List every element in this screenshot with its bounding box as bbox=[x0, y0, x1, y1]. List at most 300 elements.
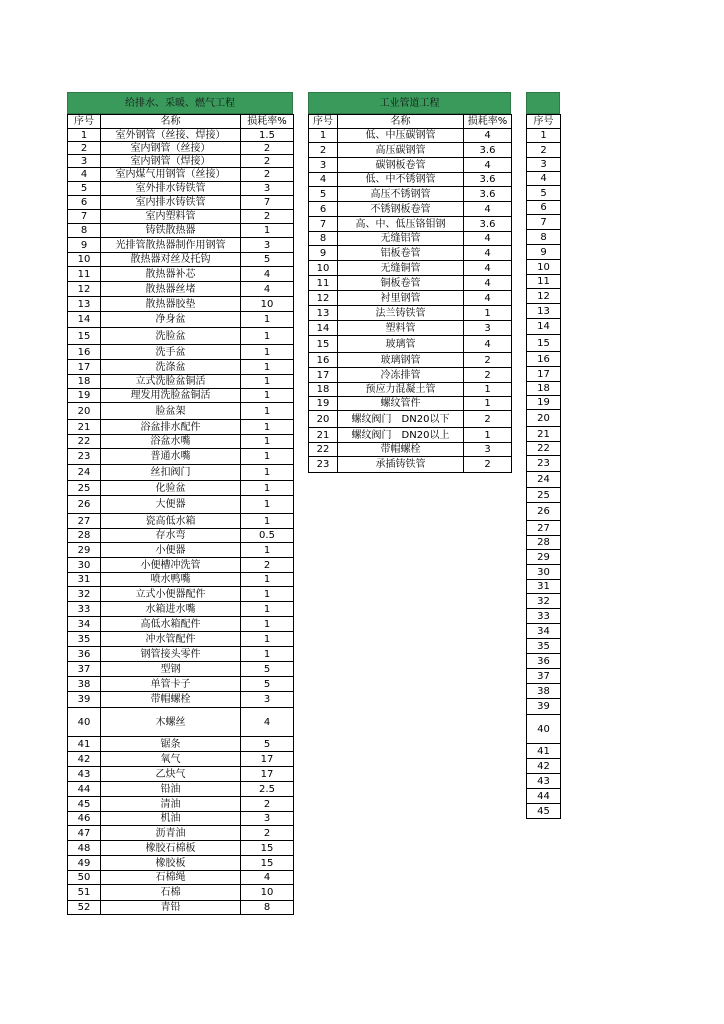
table-row bbox=[309, 173, 512, 187]
row-no: 35 bbox=[68, 632, 101, 647]
row-rate: 1 bbox=[464, 428, 512, 443]
table-row bbox=[527, 503, 561, 521]
table-row bbox=[527, 550, 561, 565]
row-no: 3 bbox=[68, 155, 101, 168]
row-name: 冷冻排管 bbox=[338, 368, 464, 383]
row-name: 室外钢管（丝接、焊接） bbox=[101, 129, 241, 142]
row-no: 25 bbox=[68, 481, 101, 496]
table-row bbox=[309, 306, 512, 321]
row-rate: 2 bbox=[464, 353, 512, 368]
table-row bbox=[68, 767, 294, 782]
row-rate: 3 bbox=[241, 182, 294, 196]
row-rate: 1 bbox=[241, 389, 294, 403]
row-rate: 1 bbox=[241, 632, 294, 647]
row-name: 高压碳钢管 bbox=[338, 143, 464, 158]
row-rate: 1 bbox=[241, 573, 294, 587]
row-rate: 3.6 bbox=[464, 173, 512, 187]
row-no: 41 bbox=[527, 744, 561, 759]
col-header-rate: 损耗率% bbox=[464, 115, 512, 129]
row-name: 单管卡子 bbox=[101, 677, 241, 692]
table-row bbox=[68, 708, 294, 737]
table-row bbox=[68, 129, 294, 142]
row-no: 51 bbox=[68, 885, 101, 901]
row-rate: 3 bbox=[464, 321, 512, 336]
table-row bbox=[309, 368, 512, 383]
table-row bbox=[68, 375, 294, 389]
row-no: 19 bbox=[68, 389, 101, 403]
row-no: 23 bbox=[309, 457, 338, 473]
table-row bbox=[527, 382, 561, 396]
table-row bbox=[309, 158, 512, 173]
row-name: 小便槽冲洗管 bbox=[101, 558, 241, 573]
row-no: 10 bbox=[309, 261, 338, 276]
table-row bbox=[309, 232, 512, 246]
table-row bbox=[527, 186, 561, 201]
row-name: 钢管接头零件 bbox=[101, 647, 241, 662]
table-row bbox=[68, 752, 294, 767]
row-name: 无缝铝管 bbox=[338, 232, 464, 246]
row-name: 洗脸盆 bbox=[101, 328, 241, 345]
table3-grid bbox=[526, 114, 561, 819]
row-no: 52 bbox=[68, 901, 101, 915]
table-row bbox=[68, 871, 294, 885]
table-water-heating-gas bbox=[67, 92, 293, 915]
row-name: 丝扣阀门 bbox=[101, 465, 241, 481]
table-row bbox=[68, 797, 294, 812]
row-rate: 4 bbox=[464, 202, 512, 217]
row-no: 8 bbox=[309, 232, 338, 246]
row-no: 21 bbox=[68, 420, 101, 435]
table-row bbox=[527, 654, 561, 669]
table-row bbox=[68, 841, 294, 856]
row-rate: 1 bbox=[241, 514, 294, 529]
table-partial-third bbox=[526, 92, 560, 819]
table-industrial-pipeline bbox=[308, 92, 511, 473]
row-rate: 4 bbox=[464, 261, 512, 276]
table-row bbox=[68, 403, 294, 420]
row-rate: 2 bbox=[464, 411, 512, 428]
table-row bbox=[68, 496, 294, 514]
row-name: 洗涤盆 bbox=[101, 360, 241, 375]
row-rate: 2 bbox=[241, 155, 294, 168]
row-no: 3 bbox=[527, 158, 561, 172]
row-no: 13 bbox=[68, 297, 101, 312]
row-rate: 1 bbox=[241, 360, 294, 375]
table-row bbox=[68, 826, 294, 841]
table-row bbox=[68, 267, 294, 282]
table-row bbox=[68, 282, 294, 297]
table-row bbox=[68, 573, 294, 587]
row-no: 6 bbox=[527, 201, 561, 215]
table-row bbox=[68, 812, 294, 826]
row-name: 型钢 bbox=[101, 662, 241, 677]
table-row bbox=[527, 427, 561, 442]
row-name: 散热器补芯 bbox=[101, 267, 241, 282]
row-no: 22 bbox=[309, 443, 338, 457]
row-rate: 4 bbox=[464, 129, 512, 143]
row-rate: 4 bbox=[464, 246, 512, 261]
table-row bbox=[68, 328, 294, 345]
table-row bbox=[68, 617, 294, 632]
table-row bbox=[309, 202, 512, 217]
table-row bbox=[527, 352, 561, 367]
table-row bbox=[68, 210, 294, 224]
row-no: 39 bbox=[527, 699, 561, 715]
row-rate: 3 bbox=[241, 692, 294, 708]
table-row bbox=[309, 321, 512, 336]
table-row bbox=[68, 632, 294, 647]
table-row bbox=[527, 129, 561, 143]
row-rate: 5 bbox=[241, 253, 294, 267]
row-no: 25 bbox=[527, 488, 561, 503]
row-no: 43 bbox=[68, 767, 101, 782]
row-name: 浴盆水嘴 bbox=[101, 435, 241, 449]
table-row bbox=[527, 804, 561, 819]
table-row bbox=[309, 217, 512, 232]
table-row bbox=[527, 759, 561, 774]
row-no: 4 bbox=[309, 173, 338, 187]
row-name: 低、中压碳钢管 bbox=[338, 129, 464, 143]
table-row bbox=[527, 410, 561, 427]
row-no: 28 bbox=[527, 536, 561, 550]
table-row bbox=[68, 514, 294, 529]
row-no: 12 bbox=[309, 291, 338, 306]
table-row bbox=[527, 215, 561, 230]
table-row bbox=[68, 901, 294, 915]
row-name: 承插铸铁管 bbox=[338, 457, 464, 473]
row-rate: 1 bbox=[241, 465, 294, 481]
row-rate: 1 bbox=[241, 617, 294, 632]
row-no: 38 bbox=[68, 677, 101, 692]
table-row bbox=[68, 435, 294, 449]
row-no: 24 bbox=[68, 465, 101, 481]
row-no: 9 bbox=[68, 238, 101, 253]
row-no: 28 bbox=[68, 529, 101, 543]
table-row bbox=[309, 261, 512, 276]
row-rate: 2 bbox=[241, 168, 294, 182]
table-row bbox=[68, 182, 294, 196]
table-row bbox=[527, 275, 561, 289]
row-no: 44 bbox=[527, 789, 561, 804]
row-name: 螺纹管件 bbox=[338, 397, 464, 411]
row-no: 22 bbox=[68, 435, 101, 449]
table-row bbox=[527, 201, 561, 215]
table-row bbox=[309, 246, 512, 261]
row-rate: 1 bbox=[241, 345, 294, 360]
row-rate: 1 bbox=[241, 420, 294, 435]
row-name: 乙炔气 bbox=[101, 767, 241, 782]
table-row bbox=[527, 521, 561, 536]
row-no: 21 bbox=[309, 428, 338, 443]
row-no: 15 bbox=[309, 336, 338, 353]
table2-grid bbox=[308, 114, 512, 473]
row-no: 32 bbox=[68, 587, 101, 602]
row-name: 法兰铸铁管 bbox=[338, 306, 464, 321]
table-row bbox=[68, 662, 294, 677]
row-rate: 1 bbox=[241, 449, 294, 465]
row-no: 33 bbox=[527, 609, 561, 624]
row-name: 橡胶板 bbox=[101, 856, 241, 871]
table-row bbox=[68, 529, 294, 543]
table-row bbox=[527, 488, 561, 503]
row-no: 9 bbox=[527, 245, 561, 260]
row-rate: 3 bbox=[241, 238, 294, 253]
row-rate: 1 bbox=[241, 328, 294, 345]
row-rate: 1 bbox=[241, 647, 294, 662]
row-name: 石棉绳 bbox=[101, 871, 241, 885]
table-row bbox=[68, 168, 294, 182]
row-name: 木螺丝 bbox=[101, 708, 241, 737]
row-name: 净身盆 bbox=[101, 312, 241, 328]
table-row bbox=[68, 856, 294, 871]
table-row bbox=[309, 129, 512, 143]
row-rate: 7 bbox=[241, 196, 294, 210]
row-no: 48 bbox=[68, 841, 101, 856]
table2-title: 工业管道工程 bbox=[308, 92, 511, 114]
row-no: 44 bbox=[68, 782, 101, 797]
row-no: 1 bbox=[309, 129, 338, 143]
row-no: 34 bbox=[527, 624, 561, 639]
row-no: 11 bbox=[527, 275, 561, 289]
table-row bbox=[527, 143, 561, 158]
row-no: 23 bbox=[527, 456, 561, 472]
row-name: 室内钢管（丝接） bbox=[101, 142, 241, 155]
row-name: 室内煤气用钢管（丝接） bbox=[101, 168, 241, 182]
table-row bbox=[68, 692, 294, 708]
row-rate: 3.6 bbox=[464, 217, 512, 232]
row-rate: 4 bbox=[241, 708, 294, 737]
row-rate: 17 bbox=[241, 767, 294, 782]
row-name: 冲水管配件 bbox=[101, 632, 241, 647]
row-rate: 10 bbox=[241, 885, 294, 901]
table-row bbox=[527, 472, 561, 488]
row-name: 高、中、低压铬钼钢 bbox=[338, 217, 464, 232]
row-no: 30 bbox=[68, 558, 101, 573]
table-row bbox=[68, 142, 294, 155]
table1-title: 给排水、采暖、燃气工程 bbox=[67, 92, 293, 114]
row-no: 36 bbox=[68, 647, 101, 662]
table-row bbox=[309, 428, 512, 443]
row-name: 瓷高低水箱 bbox=[101, 514, 241, 529]
table-row bbox=[527, 669, 561, 684]
row-rate: 1 bbox=[241, 481, 294, 496]
row-no: 27 bbox=[68, 514, 101, 529]
row-rate: 15 bbox=[241, 841, 294, 856]
table-row bbox=[68, 196, 294, 210]
table-row bbox=[309, 353, 512, 368]
row-no: 27 bbox=[527, 521, 561, 536]
table-row bbox=[309, 143, 512, 158]
row-name: 普通水嘴 bbox=[101, 449, 241, 465]
table3-header-row bbox=[527, 115, 561, 129]
row-no: 39 bbox=[68, 692, 101, 708]
row-rate: 4 bbox=[241, 282, 294, 297]
row-no: 8 bbox=[68, 224, 101, 238]
row-no: 11 bbox=[309, 276, 338, 291]
table-row bbox=[68, 345, 294, 360]
table-row bbox=[527, 158, 561, 172]
row-name: 室内排水铸铁管 bbox=[101, 196, 241, 210]
row-no: 10 bbox=[527, 260, 561, 275]
table-row bbox=[527, 774, 561, 789]
table-row bbox=[527, 367, 561, 382]
row-name: 铜板卷管 bbox=[338, 276, 464, 291]
row-rate: 5 bbox=[241, 737, 294, 752]
table-row bbox=[527, 699, 561, 715]
row-name: 铅油 bbox=[101, 782, 241, 797]
row-name: 水箱进水嘴 bbox=[101, 602, 241, 617]
row-no: 17 bbox=[309, 368, 338, 383]
table-row bbox=[309, 336, 512, 353]
row-name: 石棉 bbox=[101, 885, 241, 901]
row-name: 散热器胶垫 bbox=[101, 297, 241, 312]
row-rate: 3.6 bbox=[464, 143, 512, 158]
row-name: 光排管散热器制作用钢管 bbox=[101, 238, 241, 253]
row-no: 11 bbox=[68, 267, 101, 282]
row-name: 存水弯 bbox=[101, 529, 241, 543]
row-no: 1 bbox=[527, 129, 561, 143]
table-row bbox=[68, 420, 294, 435]
row-no: 16 bbox=[527, 352, 561, 367]
row-name: 铸铁散热器 bbox=[101, 224, 241, 238]
row-rate: 1 bbox=[241, 435, 294, 449]
row-no: 18 bbox=[527, 382, 561, 396]
table1-grid bbox=[67, 114, 294, 915]
table-row bbox=[527, 536, 561, 550]
row-no: 16 bbox=[68, 345, 101, 360]
col-header-no: 序号 bbox=[68, 115, 101, 129]
row-name: 预应力混凝土管 bbox=[338, 383, 464, 397]
table-row bbox=[527, 715, 561, 744]
table-row bbox=[527, 639, 561, 654]
row-no: 24 bbox=[527, 472, 561, 488]
row-no: 10 bbox=[68, 253, 101, 267]
row-rate: 1 bbox=[241, 602, 294, 617]
table-row bbox=[527, 230, 561, 245]
row-rate: 3 bbox=[241, 812, 294, 826]
row-no: 3 bbox=[309, 158, 338, 173]
table-row bbox=[309, 411, 512, 428]
row-name: 喷水鸭嘴 bbox=[101, 573, 241, 587]
row-no: 20 bbox=[309, 411, 338, 428]
table3-title bbox=[526, 92, 560, 114]
table-row bbox=[68, 389, 294, 403]
table-row bbox=[527, 304, 561, 319]
col-header-rate: 损耗率% bbox=[241, 115, 294, 129]
table-row bbox=[68, 465, 294, 481]
row-no: 13 bbox=[527, 304, 561, 319]
row-no: 9 bbox=[309, 246, 338, 261]
row-rate: 1 bbox=[241, 543, 294, 558]
row-rate: 1 bbox=[241, 403, 294, 420]
row-rate: 2 bbox=[241, 210, 294, 224]
table-row bbox=[527, 319, 561, 335]
table-row bbox=[68, 737, 294, 752]
row-no: 19 bbox=[309, 397, 338, 411]
row-rate: 1 bbox=[241, 312, 294, 328]
table-row bbox=[527, 624, 561, 639]
row-name: 玻璃钢管 bbox=[338, 353, 464, 368]
row-no: 49 bbox=[68, 856, 101, 871]
row-no: 2 bbox=[309, 143, 338, 158]
row-name: 玻璃管 bbox=[338, 336, 464, 353]
row-name: 氧气 bbox=[101, 752, 241, 767]
row-no: 15 bbox=[68, 328, 101, 345]
row-rate: 1 bbox=[241, 587, 294, 602]
table-row bbox=[68, 155, 294, 168]
row-no: 7 bbox=[527, 215, 561, 230]
row-rate: 17 bbox=[241, 752, 294, 767]
table-row bbox=[68, 885, 294, 901]
table-row bbox=[68, 558, 294, 573]
table-row bbox=[309, 383, 512, 397]
row-rate: 4 bbox=[464, 232, 512, 246]
table-row bbox=[309, 457, 512, 473]
table-row bbox=[527, 442, 561, 456]
table-row bbox=[527, 580, 561, 594]
row-no: 34 bbox=[68, 617, 101, 632]
row-no: 17 bbox=[68, 360, 101, 375]
row-name: 塑料管 bbox=[338, 321, 464, 336]
table-row bbox=[527, 289, 561, 304]
row-rate: 0.5 bbox=[241, 529, 294, 543]
table-row bbox=[527, 396, 561, 410]
row-no: 18 bbox=[68, 375, 101, 389]
row-rate: 1 bbox=[241, 375, 294, 389]
row-name: 带帽螺栓 bbox=[338, 443, 464, 457]
row-name: 衬里钢管 bbox=[338, 291, 464, 306]
row-no: 7 bbox=[68, 210, 101, 224]
row-rate: 8 bbox=[241, 901, 294, 915]
row-no: 37 bbox=[68, 662, 101, 677]
row-rate: 3.6 bbox=[464, 187, 512, 202]
row-no: 12 bbox=[68, 282, 101, 297]
row-rate: 4 bbox=[464, 336, 512, 353]
row-no: 23 bbox=[68, 449, 101, 465]
row-rate: 4 bbox=[464, 291, 512, 306]
row-no: 40 bbox=[68, 708, 101, 737]
row-no: 7 bbox=[309, 217, 338, 232]
row-rate: 3 bbox=[464, 443, 512, 457]
row-rate: 1 bbox=[241, 224, 294, 238]
row-no: 20 bbox=[527, 410, 561, 427]
table-row bbox=[68, 297, 294, 312]
row-rate: 2 bbox=[241, 797, 294, 812]
row-name: 化验盆 bbox=[101, 481, 241, 496]
row-no: 17 bbox=[527, 367, 561, 382]
row-no: 16 bbox=[309, 353, 338, 368]
row-no: 5 bbox=[68, 182, 101, 196]
row-rate: 1 bbox=[464, 383, 512, 397]
row-no: 21 bbox=[527, 427, 561, 442]
table-row bbox=[68, 587, 294, 602]
row-name: 立式洗脸盆铜活 bbox=[101, 375, 241, 389]
row-no: 29 bbox=[68, 543, 101, 558]
row-rate: 5 bbox=[241, 677, 294, 692]
table-row bbox=[68, 253, 294, 267]
row-name: 理发用洗脸盆铜活 bbox=[101, 389, 241, 403]
row-rate: 4 bbox=[241, 267, 294, 282]
row-name: 小便器 bbox=[101, 543, 241, 558]
row-no: 2 bbox=[527, 143, 561, 158]
row-no: 50 bbox=[68, 871, 101, 885]
table-row bbox=[68, 224, 294, 238]
row-name: 沥青油 bbox=[101, 826, 241, 841]
row-no: 14 bbox=[527, 319, 561, 335]
row-name: 散热器对丝及托钩 bbox=[101, 253, 241, 267]
table-row bbox=[68, 238, 294, 253]
row-no: 8 bbox=[527, 230, 561, 245]
